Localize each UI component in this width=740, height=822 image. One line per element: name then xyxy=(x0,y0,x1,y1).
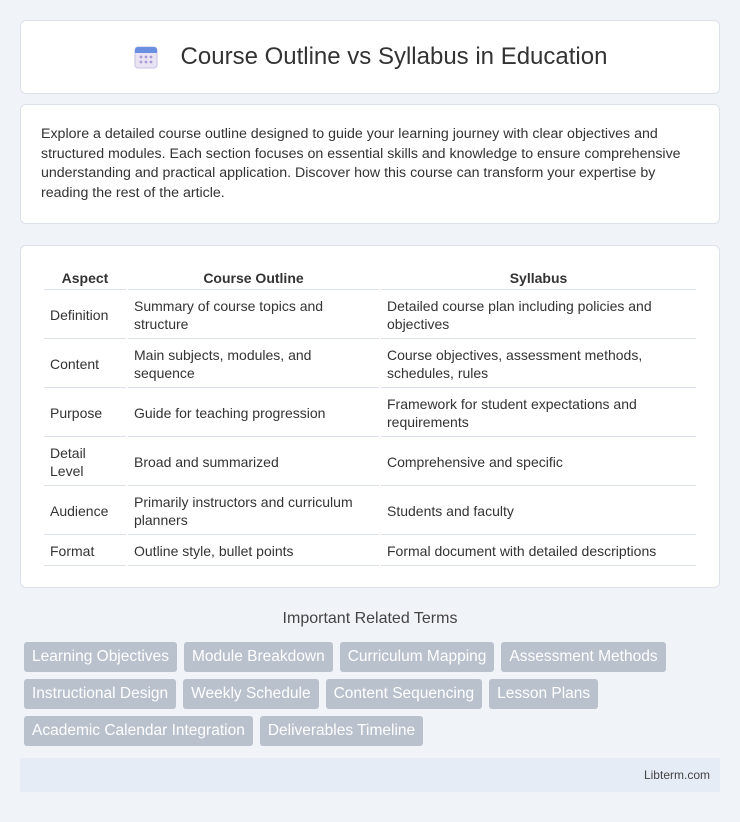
cell-course-outline: Summary of course topics and structure xyxy=(128,292,379,339)
cell-syllabus: Students and faculty xyxy=(381,488,696,535)
cell-aspect: Purpose xyxy=(44,390,126,437)
cell-aspect: Audience xyxy=(44,488,126,535)
cell-syllabus: Detailed course plan including policies and objectives xyxy=(381,292,696,339)
tag-lesson-plans[interactable]: Lesson Plans xyxy=(489,679,598,709)
cell-course-outline: Broad and summarized xyxy=(128,439,379,486)
footer-brand[interactable]: Libterm.com xyxy=(643,768,710,782)
cell-syllabus: Formal document with detailed descriptions xyxy=(381,537,696,566)
tag-curriculum-mapping[interactable]: Curriculum Mapping xyxy=(340,642,495,672)
tag-weekly-schedule[interactable]: Weekly Schedule xyxy=(183,679,318,709)
table-row xyxy=(44,439,696,486)
table-row xyxy=(44,341,696,388)
header-aspect: Aspect xyxy=(44,266,126,290)
tag-content-sequencing[interactable]: Content Sequencing xyxy=(326,679,482,709)
comparison-table-card xyxy=(20,245,720,588)
table-row xyxy=(44,292,696,339)
tag-assessment-methods[interactable]: Assessment Methods xyxy=(501,642,665,672)
page-title: Course Outline vs Syllabus in Education xyxy=(180,43,608,70)
cell-course-outline: Main subjects, modules, and sequence xyxy=(128,341,379,388)
cell-syllabus: Comprehensive and specific xyxy=(381,439,696,486)
cell-aspect: Format xyxy=(44,537,126,566)
header-card xyxy=(20,20,720,94)
comparison-table xyxy=(42,264,698,568)
table-row xyxy=(44,390,696,437)
header-syllabus: Syllabus xyxy=(381,266,696,290)
table-row xyxy=(44,537,696,566)
cell-aspect: Definition xyxy=(44,292,126,339)
table-row xyxy=(44,488,696,535)
related-terms-title: Important Related Terms xyxy=(282,610,458,627)
header-course-outline: Course Outline xyxy=(128,266,379,290)
cell-course-outline: Outline style, bullet points xyxy=(128,537,379,566)
intro-text: Explore a detailed course outline designed to guide your learning journey with clear objectives and structured modules. Each section focuses on essential skills and knowledge to ensure comprehensive understanding and practical application. Discover how this course can transform your expertise by reading the rest of the article. xyxy=(41,126,681,201)
cell-aspect: Detail Level xyxy=(44,439,126,486)
intro-card xyxy=(20,104,720,224)
cell-syllabus: Course objectives, assessment methods, schedules, rules xyxy=(381,341,696,388)
tag-learning-objectives[interactable]: Learning Objectives xyxy=(24,642,177,672)
cell-course-outline: Primarily instructors and curriculum planners xyxy=(128,488,379,535)
footer xyxy=(20,758,720,792)
related-terms-list xyxy=(20,642,720,746)
tag-academic-calendar-integration[interactable]: Academic Calendar Integration xyxy=(24,716,253,746)
cell-aspect: Content xyxy=(44,341,126,388)
tag-module-breakdown[interactable]: Module Breakdown xyxy=(184,642,333,672)
calendar-icon xyxy=(133,44,159,70)
tag-deliverables-timeline[interactable]: Deliverables Timeline xyxy=(260,716,423,746)
cell-syllabus: Framework for student expectations and requirements xyxy=(381,390,696,437)
table-header-row xyxy=(44,266,696,290)
cell-course-outline: Guide for teaching progression xyxy=(128,390,379,437)
tag-instructional-design[interactable]: Instructional Design xyxy=(24,679,176,709)
